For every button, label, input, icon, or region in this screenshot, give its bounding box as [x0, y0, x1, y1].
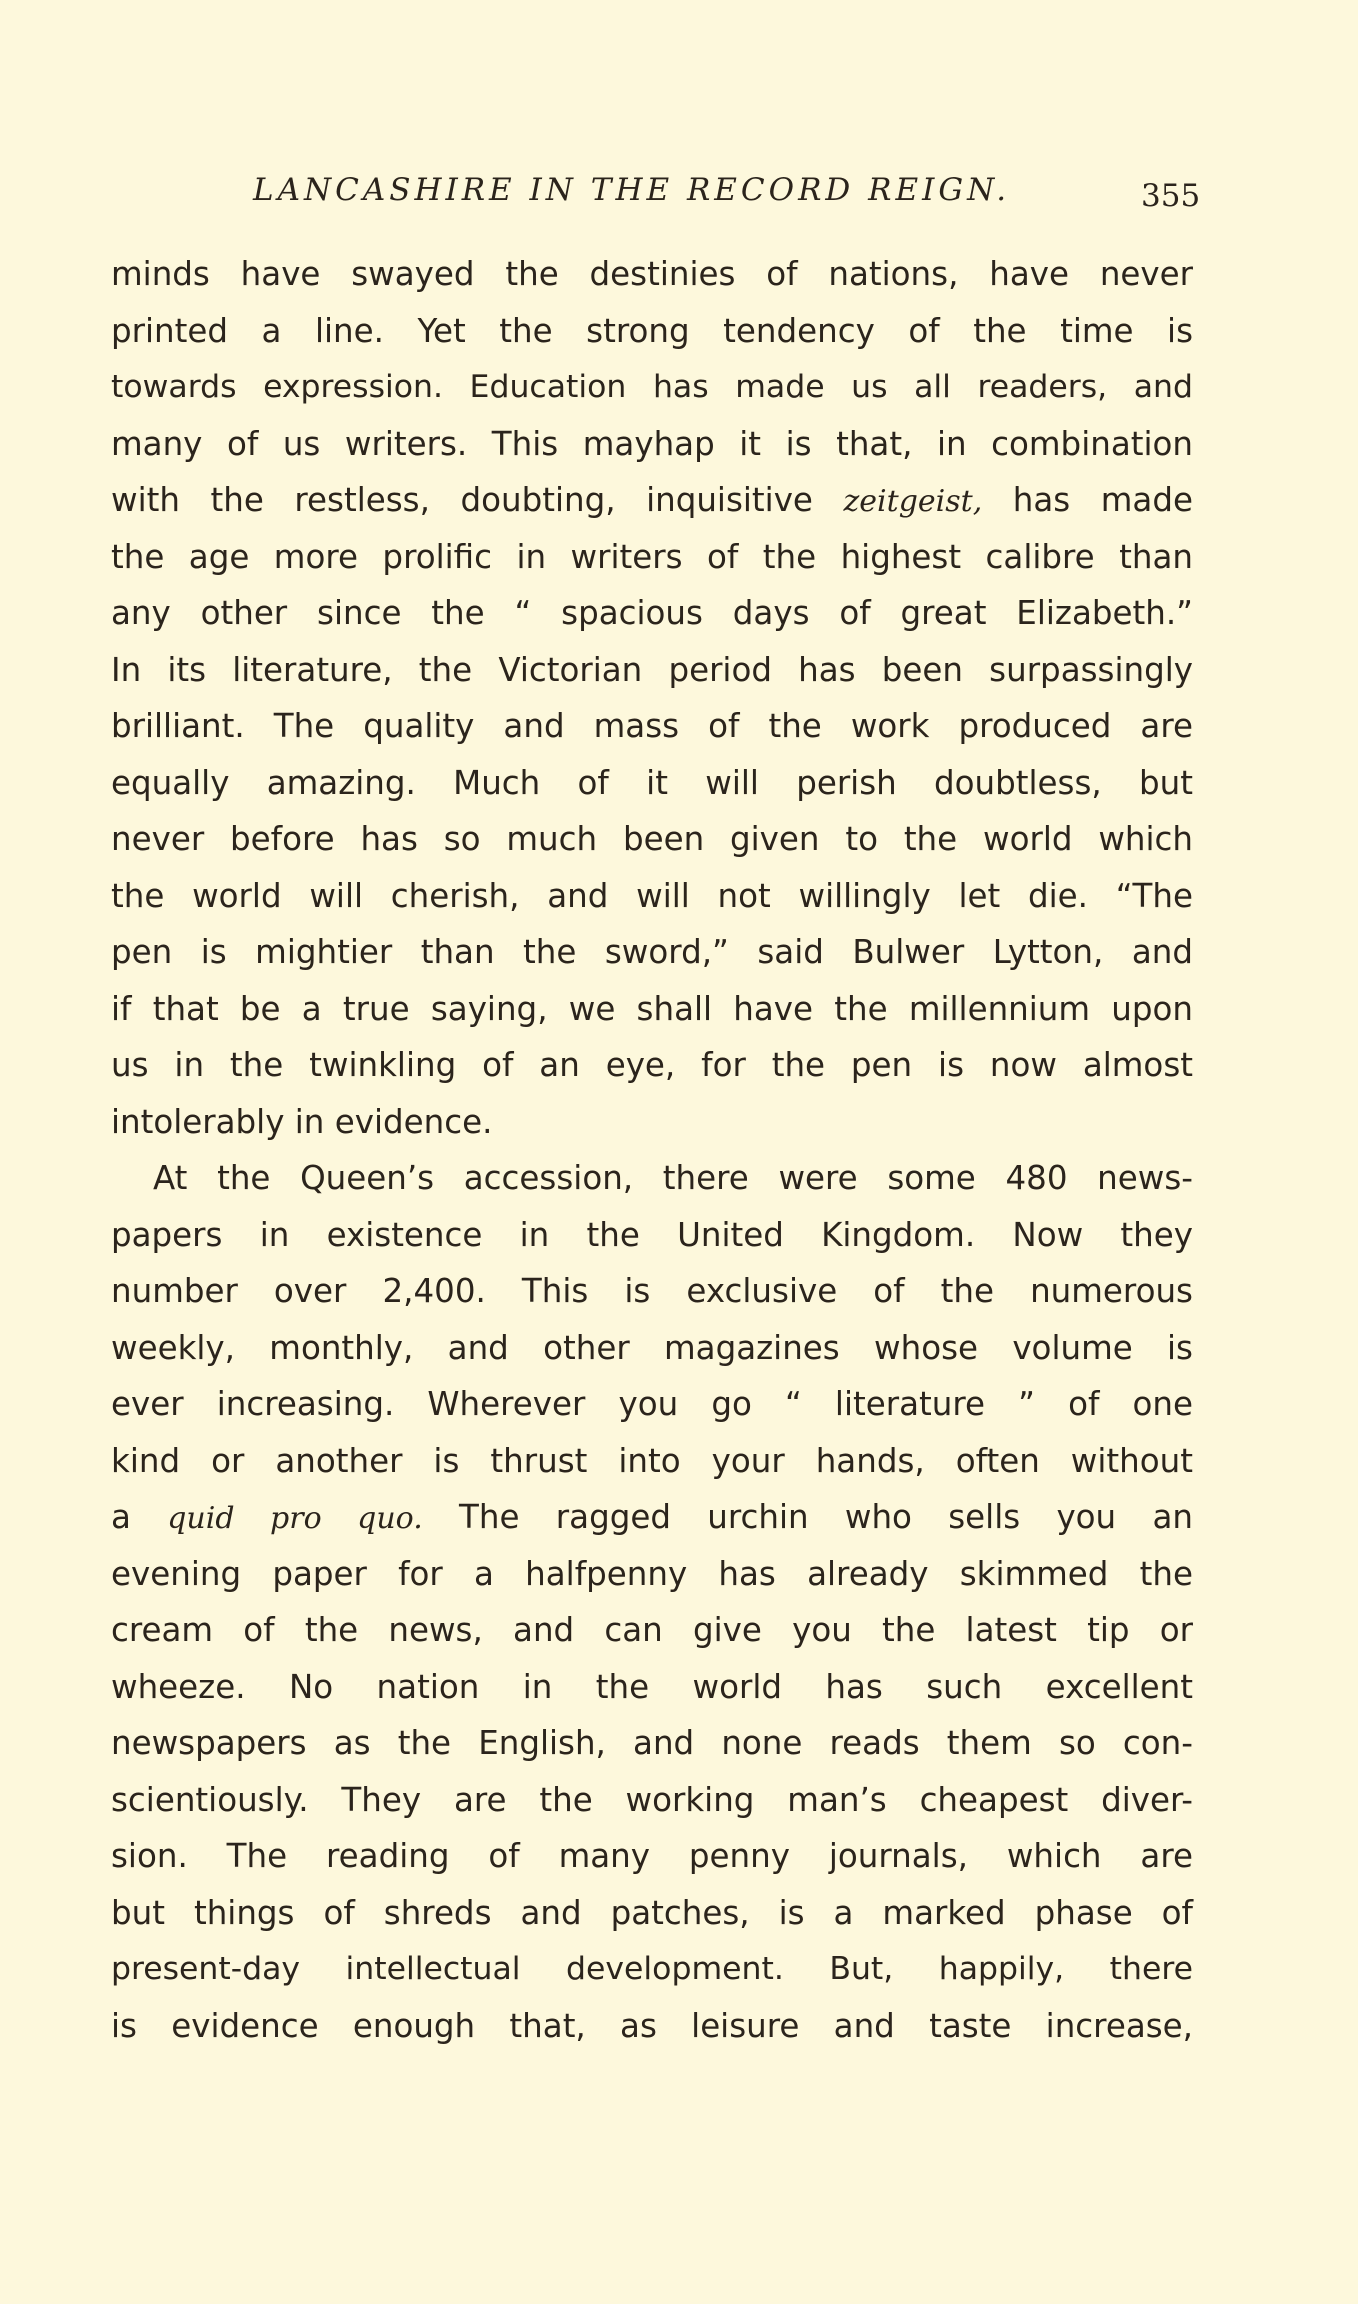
- text-line: kind or another is thrust into your hands, often without: [111, 1441, 1193, 1480]
- text-line: scientiously. They are the working man’s cheapest diver-: [111, 1780, 1193, 1819]
- text-line: is evidence enough that, as leisure and taste increase,: [111, 2006, 1193, 2045]
- text-line: weekly, monthly, and other magazines whose volume is: [111, 1328, 1193, 1367]
- body-text: [111, 246, 1193, 2054]
- text-line: In its literature, the Victorian period has been surpassingly: [111, 650, 1193, 689]
- text-line: equally amazing. Much of it will perish doubtless, but: [111, 763, 1193, 802]
- text-line: evening paper for a halfpenny has already skimmed the: [111, 1554, 1193, 1593]
- text-run: a: [111, 1498, 131, 1536]
- text-line: wheeze. No nation in the world has such excellent: [111, 1667, 1193, 1706]
- italic-term: quid pro quo.: [167, 1501, 423, 1536]
- text-line: number over 2,400. This is exclusive of the numerous: [111, 1272, 1193, 1310]
- text-line: printed a line. Yet the strong tendency of the time is: [111, 311, 1193, 350]
- text-line: papers in existence in the United Kingdom. Now they: [111, 1215, 1193, 1254]
- text-line: the world will cherish, and will not willingly let die. “The: [111, 876, 1193, 915]
- text-line: present-day intellectual development. But, happily, there: [111, 1951, 1193, 1987]
- running-title: LANCASHIRE IN THE RECORD REIGN.: [253, 172, 1011, 208]
- page-number: 355: [1141, 178, 1201, 214]
- text-line: us in the twinkling of an eye, for the pen is now almost: [111, 1046, 1193, 1084]
- text-line: ever increasing. Wherever you go “ literature ” of one: [111, 1385, 1193, 1423]
- text-line: towards expression. Education has made us all readers, and: [111, 369, 1193, 405]
- text-line: the age more prolific in writers of the highest calibre than: [111, 537, 1193, 576]
- text-line: intolerably in evidence.: [111, 1102, 493, 1141]
- text-line: many of us writers. This mayhap it is that, in combination: [111, 424, 1193, 463]
- text-line: pen is mightier than the sword,” said Bulwer Lytton, and: [111, 933, 1193, 971]
- text-line: never before has so much been given to the world which: [111, 820, 1193, 858]
- text-run: The ragged urchin who sells you an: [459, 1498, 1193, 1536]
- italic-term: zeitgeist,: [843, 484, 983, 519]
- text-line: any other since the “ spacious days of great Elizabeth.”: [111, 594, 1193, 632]
- text-line: newspapers as the English, and none reads them so con-: [111, 1724, 1193, 1762]
- text-line: [111, 472, 1193, 529]
- text-line: sion. The reading of many penny journals, which are: [111, 1837, 1193, 1875]
- running-head: [0, 172, 1358, 216]
- text-line: minds have swayed the destinies of nations, have never: [111, 255, 1193, 293]
- text-line: cream of the news, and can give you the latest tip or: [111, 1611, 1193, 1649]
- text-line: if that be a true saying, we shall have the millennium upon: [111, 989, 1193, 1028]
- text-run: has made: [1012, 481, 1193, 519]
- text-run: with the restless, doubting, inquisitive: [111, 481, 813, 519]
- text-line: but things of shreds and patches, is a marked phase of: [111, 1893, 1193, 1932]
- text-line: brilliant. The quality and mass of the work produced are: [111, 707, 1193, 745]
- text-line: At the Queen’s accession, there were some 480 news-: [153, 1159, 1193, 1197]
- text-line: [111, 1489, 1193, 1546]
